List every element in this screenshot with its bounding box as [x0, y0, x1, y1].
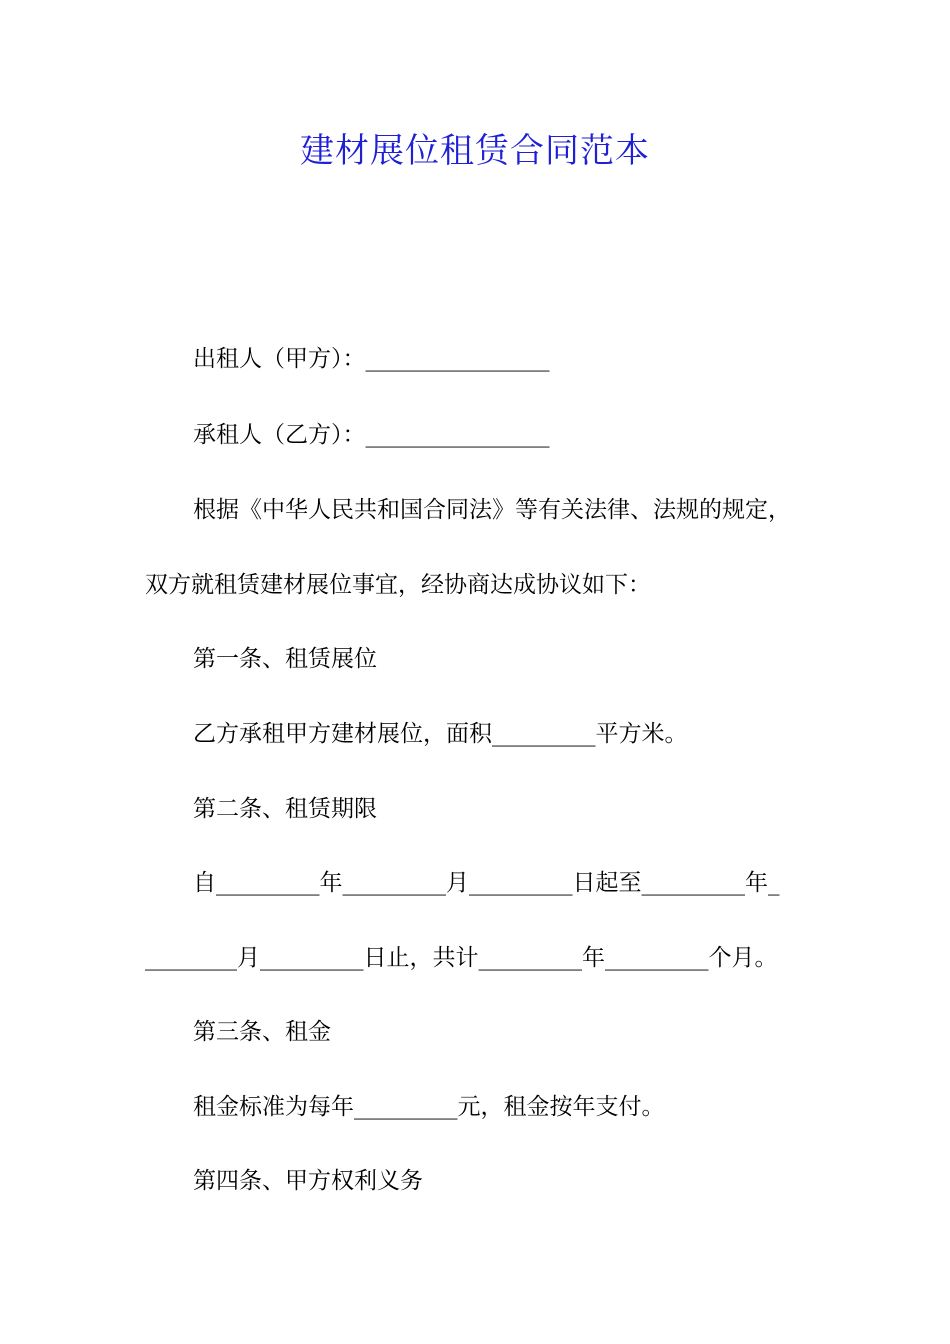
article-3-text: 租金标准为每年_________元，租金按年支付。	[193, 1094, 665, 1120]
article-4-heading: 第四条、甲方权利义务	[193, 1168, 423, 1194]
article-2-text-1: 自_________年_________月_________日起至_________年_	[193, 870, 780, 896]
article-1-heading: 第一条、租赁展位	[193, 646, 377, 672]
lessor-line: 出租人（甲方）：________________	[193, 346, 550, 372]
preamble-line-2: 双方就租赁建材展位事宜，经协商达成协议如下：	[145, 572, 651, 598]
article-2-text-2: ________月_________日止，共计_________年_________个月。	[145, 945, 778, 971]
article-2-heading: 第二条、租赁期限	[193, 796, 377, 822]
article-3-heading: 第三条、租金	[193, 1019, 331, 1045]
preamble-line-1: 根据《中华人民共和国合同法》等有关法律、法规的规定，	[193, 497, 791, 523]
document-title: 建材展位租赁合同范本	[300, 131, 650, 171]
lessee-line: 承租人（乙方）：________________	[193, 422, 550, 448]
article-1-text: 乙方承租甲方建材展位，面积_________平方米。	[193, 721, 688, 747]
